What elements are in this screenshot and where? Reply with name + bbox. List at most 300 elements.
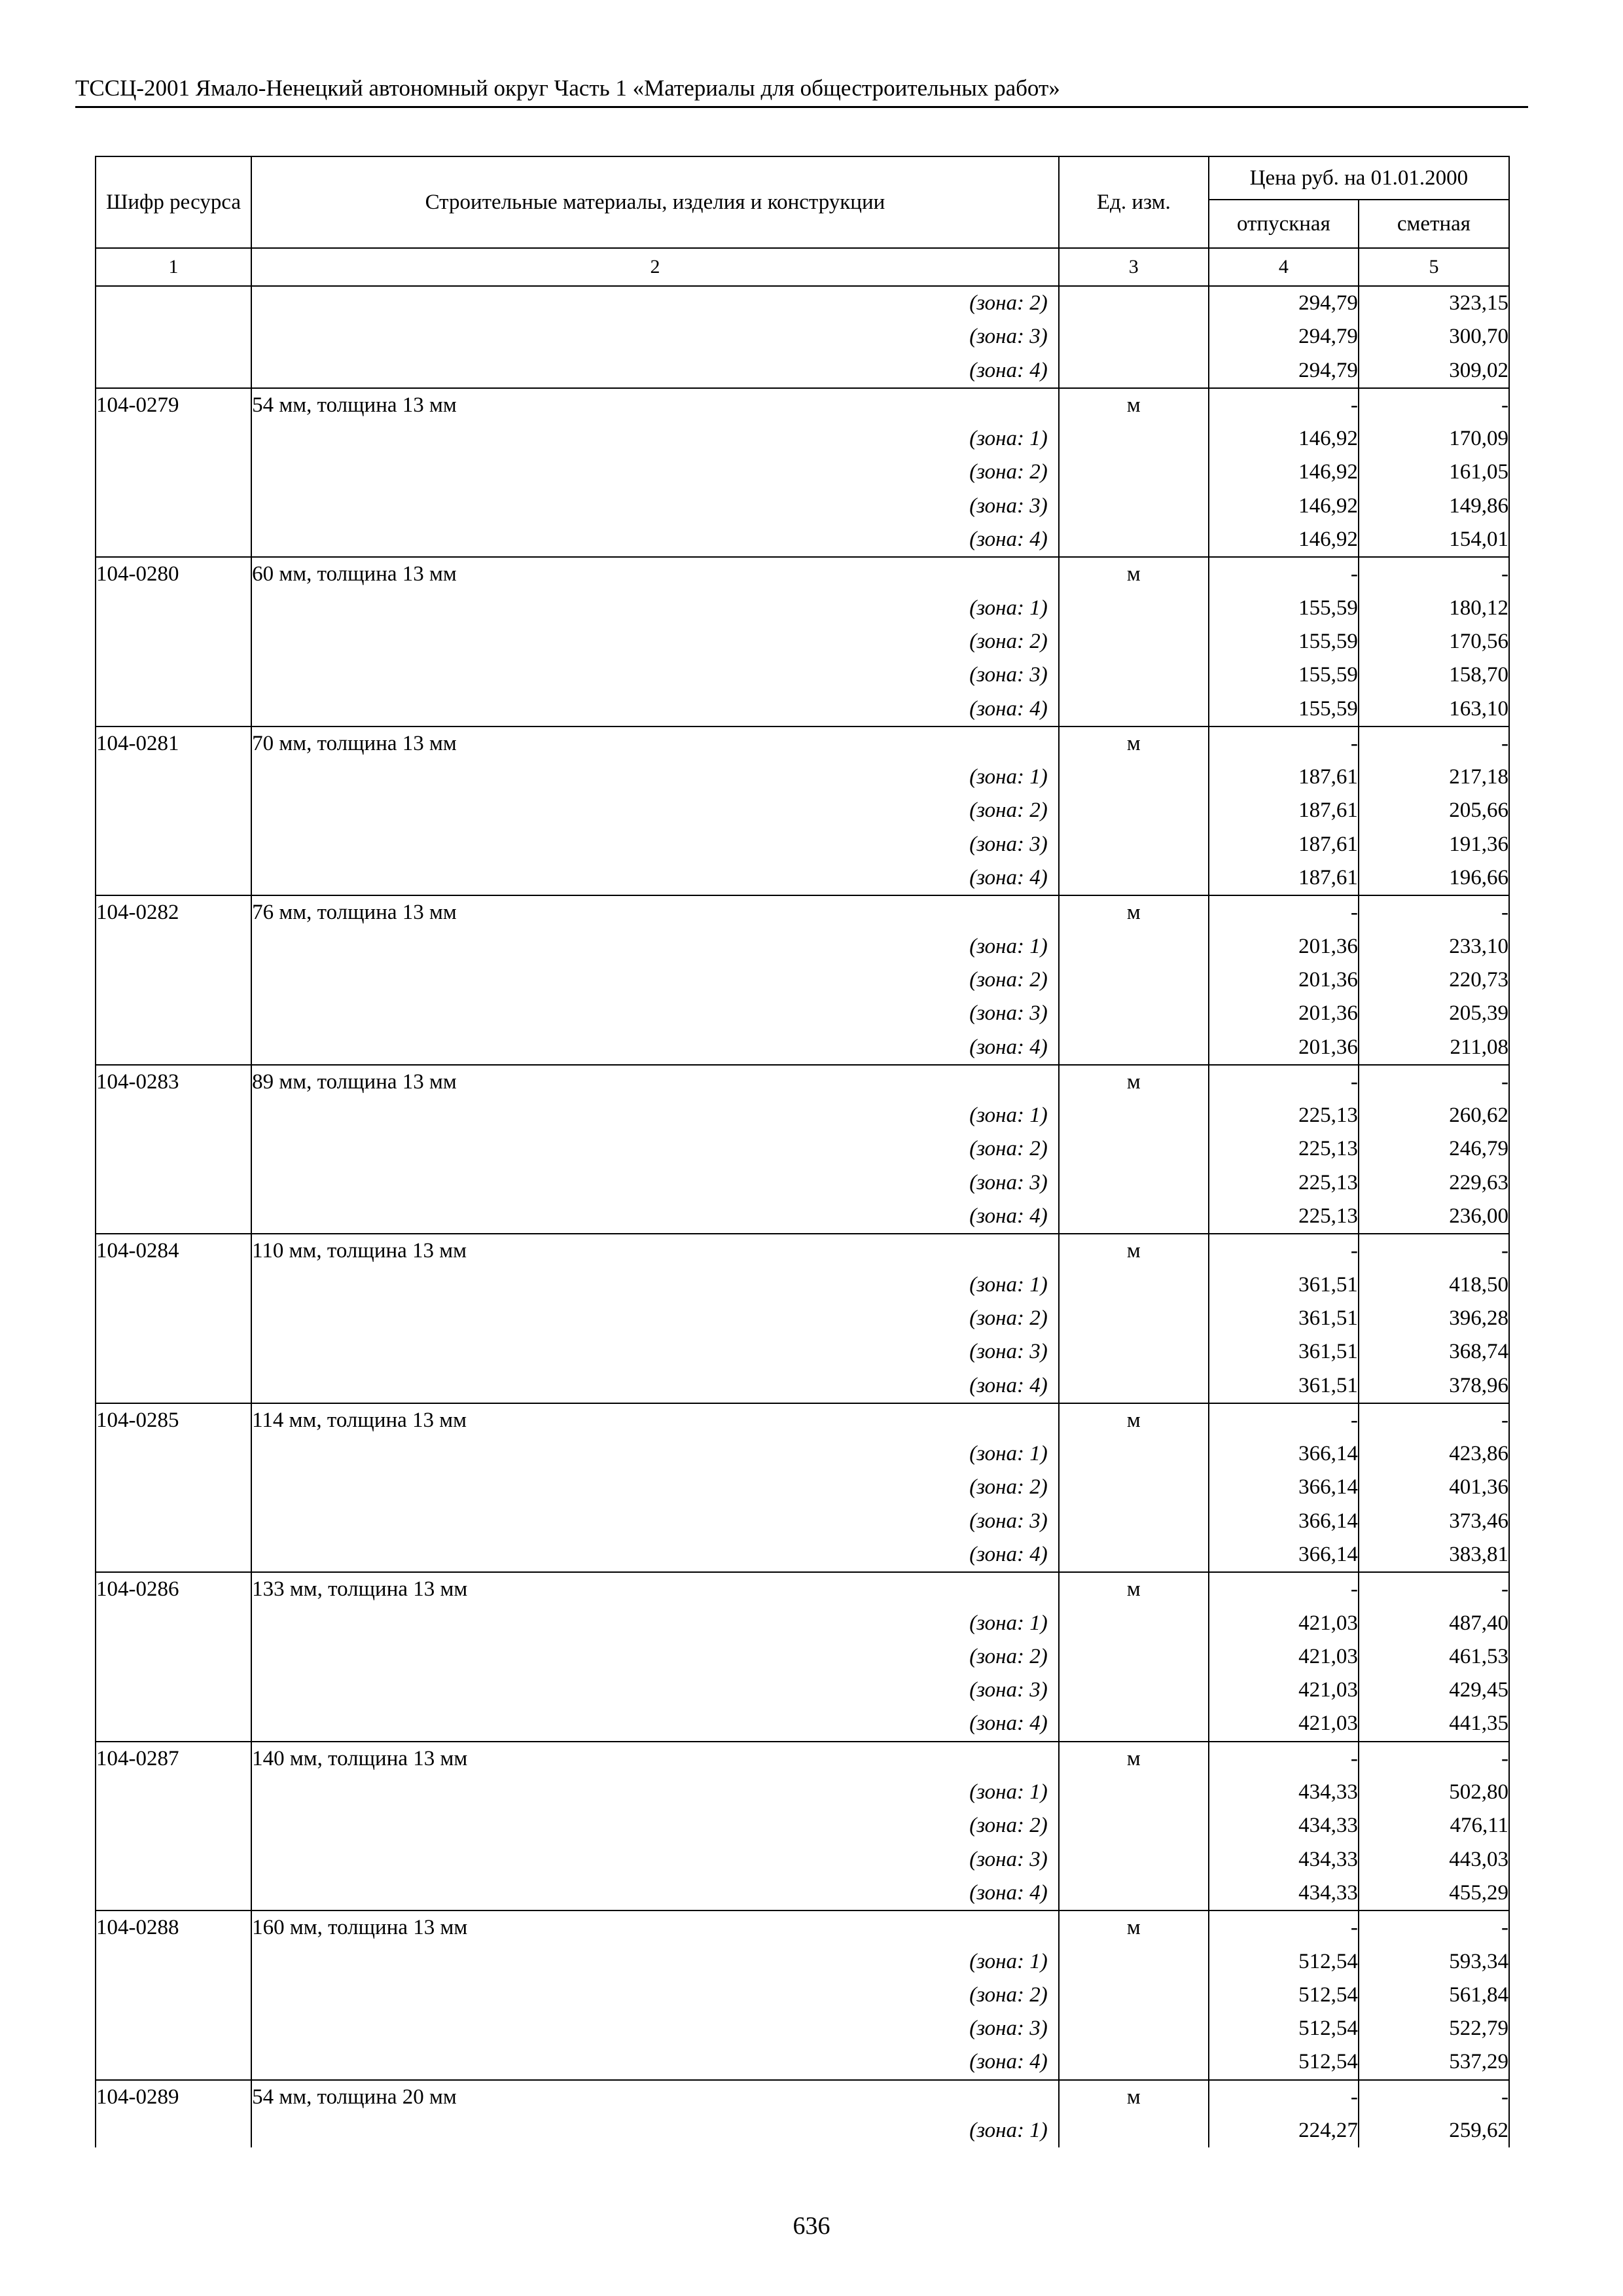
zone-label: (зона: 1) <box>251 592 1059 625</box>
estimate-price: 211,08 <box>1359 1031 1509 1065</box>
unit-cell <box>1059 286 1209 320</box>
resource-code: 104-0286 <box>96 1572 251 1606</box>
estimate-price: 260,62 <box>1359 1099 1509 1132</box>
code-cell <box>96 1166 251 1200</box>
estimate-price: 217,18 <box>1359 761 1509 794</box>
estimate-price: 205,66 <box>1359 794 1509 827</box>
resource-code: 104-0284 <box>96 1234 251 1268</box>
release-price: 225,13 <box>1209 1166 1359 1200</box>
estimate-price: 246,79 <box>1359 1132 1509 1166</box>
unit-cell <box>1059 1166 1209 1200</box>
zone-label: (зона: 4) <box>251 523 1059 557</box>
code-cell <box>96 658 251 692</box>
zone-label: (зона: 3) <box>251 1335 1059 1369</box>
table-row <box>96 726 1509 761</box>
table-row <box>96 1572 1509 1606</box>
code-cell <box>96 1979 251 2012</box>
estimate-price: 522,79 <box>1359 2012 1509 2045</box>
estimate-price: 191,36 <box>1359 828 1509 861</box>
unit-cell <box>1059 1200 1209 1234</box>
zone-label: (зона: 1) <box>251 1607 1059 1640</box>
resource-code: 104-0281 <box>96 726 251 761</box>
unit-cell <box>1059 1809 1209 1842</box>
column-number: 1 <box>96 248 251 286</box>
code-cell <box>96 794 251 827</box>
material-name: 114 мм, толщина 13 мм <box>251 1403 1059 1437</box>
code-cell <box>96 1437 251 1471</box>
release-price: - <box>1209 388 1359 422</box>
code-cell <box>96 1369 251 1403</box>
unit-cell <box>1059 1640 1209 1674</box>
release-price: - <box>1209 2080 1359 2114</box>
code-cell <box>96 692 251 726</box>
table-row <box>96 828 1509 861</box>
material-name: 89 мм, толщина 13 мм <box>251 1065 1059 1099</box>
table-row <box>96 794 1509 827</box>
unit-cell: м <box>1059 1403 1209 1437</box>
estimate-price: 149,86 <box>1359 490 1509 523</box>
table-row <box>96 1776 1509 1809</box>
table-row <box>96 1234 1509 1268</box>
release-price: 187,61 <box>1209 828 1359 861</box>
estimate-price: - <box>1359 1065 1509 1099</box>
estimate-price: 163,10 <box>1359 692 1509 726</box>
code-cell <box>96 354 251 388</box>
release-price: 361,51 <box>1209 1302 1359 1335</box>
estimate-price: 429,45 <box>1359 1674 1509 1707</box>
estimate-price: - <box>1359 1910 1509 1945</box>
zone-label: (зона: 3) <box>251 490 1059 523</box>
unit-cell <box>1059 1505 1209 1538</box>
resource-code: 104-0289 <box>96 2080 251 2114</box>
resource-code: 104-0288 <box>96 1910 251 1945</box>
release-price: - <box>1209 557 1359 591</box>
estimate-price: 401,36 <box>1359 1471 1509 1504</box>
unit-cell <box>1059 658 1209 692</box>
code-cell <box>96 1876 251 1910</box>
release-price: - <box>1209 1065 1359 1099</box>
code-cell <box>96 625 251 658</box>
price-table <box>95 156 1510 2147</box>
table-row <box>96 1268 1509 1302</box>
table-row <box>96 1099 1509 1132</box>
zone-label: (зона: 2) <box>251 286 1059 320</box>
table-row <box>96 1403 1509 1437</box>
zone-label: (зона: 4) <box>251 861 1059 895</box>
code-cell <box>96 861 251 895</box>
code-cell <box>96 1302 251 1335</box>
code-cell <box>96 286 251 320</box>
release-price: 294,79 <box>1209 320 1359 353</box>
release-price: 201,36 <box>1209 1031 1359 1065</box>
table-row <box>96 1979 1509 2012</box>
release-price: 294,79 <box>1209 354 1359 388</box>
code-cell <box>96 1538 251 1572</box>
table-row <box>96 1166 1509 1200</box>
unit-cell <box>1059 422 1209 456</box>
release-price: 512,54 <box>1209 1979 1359 2012</box>
zone-label: (зона: 1) <box>251 422 1059 456</box>
zone-label: (зона: 2) <box>251 1640 1059 1674</box>
estimate-price: 229,63 <box>1359 1166 1509 1200</box>
estimate-price: 383,81 <box>1359 1538 1509 1572</box>
unit-cell <box>1059 1132 1209 1166</box>
table-row <box>96 456 1509 489</box>
release-price: 512,54 <box>1209 2012 1359 2045</box>
release-price: 512,54 <box>1209 1945 1359 1979</box>
table-row <box>96 1437 1509 1471</box>
unit-cell <box>1059 1876 1209 1910</box>
unit-cell <box>1059 456 1209 489</box>
release-price: 421,03 <box>1209 1674 1359 1707</box>
zone-label: (зона: 3) <box>251 1166 1059 1200</box>
code-cell <box>96 2045 251 2079</box>
zone-label: (зона: 1) <box>251 1945 1059 1979</box>
table-row <box>96 2012 1509 2045</box>
release-price: 201,36 <box>1209 963 1359 997</box>
zone-label: (зона: 4) <box>251 1031 1059 1065</box>
estimate-price: - <box>1359 1234 1509 1268</box>
estimate-price: 423,86 <box>1359 1437 1509 1471</box>
code-cell <box>96 828 251 861</box>
table-row <box>96 963 1509 997</box>
estimate-price: 443,03 <box>1359 1843 1509 1876</box>
code-cell <box>96 1335 251 1369</box>
unit-cell: м <box>1059 1065 1209 1099</box>
zone-label: (зона: 4) <box>251 354 1059 388</box>
table-row <box>96 761 1509 794</box>
code-cell <box>96 1132 251 1166</box>
release-price: - <box>1209 1234 1359 1268</box>
zone-label: (зона: 4) <box>251 1369 1059 1403</box>
unit-cell <box>1059 1843 1209 1876</box>
estimate-price: 593,34 <box>1359 1945 1509 1979</box>
release-price: 434,33 <box>1209 1843 1359 1876</box>
unit-cell <box>1059 1538 1209 1572</box>
table-row <box>96 1876 1509 1910</box>
table-row <box>96 1910 1509 1945</box>
unit-cell: м <box>1059 895 1209 929</box>
unit-cell <box>1059 1945 1209 1979</box>
code-cell <box>96 1809 251 1842</box>
table-row <box>96 388 1509 422</box>
code-cell <box>96 592 251 625</box>
material-name: 70 мм, толщина 13 мм <box>251 726 1059 761</box>
estimate-price: 378,96 <box>1359 1369 1509 1403</box>
zone-label: (зона: 2) <box>251 1471 1059 1504</box>
resource-code: 104-0279 <box>96 388 251 422</box>
release-price: 421,03 <box>1209 1707 1359 1741</box>
table-row <box>96 557 1509 591</box>
table-row <box>96 1640 1509 1674</box>
estimate-price: - <box>1359 557 1509 591</box>
estimate-price: - <box>1359 895 1509 929</box>
release-price: - <box>1209 1403 1359 1437</box>
table-row <box>96 1132 1509 1166</box>
unit-cell <box>1059 1776 1209 1809</box>
release-price: 187,61 <box>1209 861 1359 895</box>
release-price: 225,13 <box>1209 1132 1359 1166</box>
zone-label: (зона: 2) <box>251 794 1059 827</box>
estimate-price: 196,66 <box>1359 861 1509 895</box>
zone-label: (зона: 3) <box>251 658 1059 692</box>
code-cell <box>96 1945 251 1979</box>
table-body <box>96 286 1509 2147</box>
unit-cell <box>1059 1031 1209 1065</box>
zone-label: (зона: 3) <box>251 2012 1059 2045</box>
release-price: 155,59 <box>1209 658 1359 692</box>
code-cell <box>96 2012 251 2045</box>
unit-cell <box>1059 761 1209 794</box>
code-cell <box>96 930 251 963</box>
release-price: 434,33 <box>1209 1809 1359 1842</box>
unit-cell <box>1059 1437 1209 1471</box>
estimate-price: 309,02 <box>1359 354 1509 388</box>
release-price: 366,14 <box>1209 1471 1359 1504</box>
estimate-price: 205,39 <box>1359 997 1509 1030</box>
estimate-price: - <box>1359 1572 1509 1606</box>
release-price: 366,14 <box>1209 1538 1359 1572</box>
zone-label: (зона: 1) <box>251 761 1059 794</box>
code-cell <box>96 1707 251 1741</box>
unit-cell <box>1059 490 1209 523</box>
release-price: 434,33 <box>1209 1776 1359 1809</box>
release-price: 146,92 <box>1209 422 1359 456</box>
release-price: 366,14 <box>1209 1437 1359 1471</box>
column-number: 5 <box>1359 248 1509 286</box>
zone-label: (зона: 2) <box>251 456 1059 489</box>
code-cell <box>96 422 251 456</box>
release-price: 421,03 <box>1209 1607 1359 1640</box>
table-row <box>96 1031 1509 1065</box>
header-unit: Ед. изм. <box>1059 156 1209 248</box>
unit-cell: м <box>1059 726 1209 761</box>
unit-cell <box>1059 320 1209 353</box>
code-cell <box>96 1607 251 1640</box>
zone-label: (зона: 2) <box>251 1809 1059 1842</box>
unit-cell <box>1059 963 1209 997</box>
header-code: Шифр ресурса <box>96 156 251 248</box>
table-row <box>96 2045 1509 2079</box>
estimate-price: 502,80 <box>1359 1776 1509 1809</box>
release-price: 361,51 <box>1209 1335 1359 1369</box>
zone-label: (зона: 1) <box>251 1776 1059 1809</box>
unit-cell <box>1059 930 1209 963</box>
code-cell <box>96 1505 251 1538</box>
zone-label: (зона: 4) <box>251 692 1059 726</box>
code-cell <box>96 1776 251 1809</box>
table-row <box>96 1065 1509 1099</box>
estimate-price: - <box>1359 388 1509 422</box>
release-price: 361,51 <box>1209 1268 1359 1302</box>
estimate-price: 161,05 <box>1359 456 1509 489</box>
table-row <box>96 692 1509 726</box>
table-row <box>96 1945 1509 1979</box>
release-price: - <box>1209 1910 1359 1945</box>
table-row <box>96 592 1509 625</box>
unit-cell: м <box>1059 557 1209 591</box>
table-row <box>96 1302 1509 1335</box>
zone-label: (зона: 4) <box>251 1707 1059 1741</box>
zone-label: (зона: 3) <box>251 997 1059 1030</box>
zone-label: (зона: 4) <box>251 1538 1059 1572</box>
code-cell <box>96 1471 251 1504</box>
unit-cell: м <box>1059 1742 1209 1776</box>
header-estimate-price: сметная <box>1359 200 1509 248</box>
code-cell <box>96 1031 251 1065</box>
zone-label: (зона: 3) <box>251 1674 1059 1707</box>
unit-cell <box>1059 1607 1209 1640</box>
release-price: 434,33 <box>1209 1876 1359 1910</box>
unit-cell <box>1059 794 1209 827</box>
estimate-price: 154,01 <box>1359 523 1509 557</box>
zone-label: (зона: 4) <box>251 2045 1059 2079</box>
running-header: ТССЦ-2001 Ямало-Ненецкий автономный округ Часть 1 «Материалы для общестроительных работ» <box>75 73 1528 108</box>
material-name: 54 мм, толщина 13 мм <box>251 388 1059 422</box>
zone-label: (зона: 1) <box>251 1437 1059 1471</box>
table-row <box>96 1707 1509 1741</box>
release-price: 146,92 <box>1209 456 1359 489</box>
unit-cell: м <box>1059 1910 1209 1945</box>
release-price: - <box>1209 1742 1359 1776</box>
release-price: 146,92 <box>1209 523 1359 557</box>
estimate-price: 233,10 <box>1359 930 1509 963</box>
release-price: 366,14 <box>1209 1505 1359 1538</box>
estimate-price: - <box>1359 1403 1509 1437</box>
column-number: 4 <box>1209 248 1359 286</box>
code-cell <box>96 523 251 557</box>
estimate-price: 441,35 <box>1359 1707 1509 1741</box>
unit-cell <box>1059 1471 1209 1504</box>
release-price: 187,61 <box>1209 794 1359 827</box>
unit-cell <box>1059 1369 1209 1403</box>
unit-cell <box>1059 354 1209 388</box>
table-row <box>96 658 1509 692</box>
release-price: 294,79 <box>1209 286 1359 320</box>
release-price: 421,03 <box>1209 1640 1359 1674</box>
estimate-price: 323,15 <box>1359 286 1509 320</box>
table-row <box>96 625 1509 658</box>
estimate-price: - <box>1359 1742 1509 1776</box>
zone-label: (зона: 1) <box>251 2114 1059 2147</box>
release-price: - <box>1209 726 1359 761</box>
unit-cell: м <box>1059 2080 1209 2114</box>
header-release-price: отпускная <box>1209 200 1359 248</box>
table-row <box>96 1607 1509 1640</box>
zone-label: (зона: 1) <box>251 1268 1059 1302</box>
unit-cell <box>1059 861 1209 895</box>
estimate-price: 170,09 <box>1359 422 1509 456</box>
zone-label: (зона: 4) <box>251 1200 1059 1234</box>
unit-cell <box>1059 1674 1209 1707</box>
header-price-group: Цена руб. на 01.01.2000 <box>1209 156 1509 200</box>
code-cell <box>96 1200 251 1234</box>
zone-label: (зона: 2) <box>251 625 1059 658</box>
zone-label: (зона: 1) <box>251 1099 1059 1132</box>
material-name: 160 мм, толщина 13 мм <box>251 1910 1059 1945</box>
table-row <box>96 354 1509 388</box>
unit-cell <box>1059 1707 1209 1741</box>
table-row <box>96 523 1509 557</box>
estimate-price: 561,84 <box>1359 1979 1509 2012</box>
unit-cell <box>1059 2114 1209 2147</box>
estimate-price: 396,28 <box>1359 1302 1509 1335</box>
unit-cell <box>1059 1099 1209 1132</box>
table-row <box>96 861 1509 895</box>
column-number: 3 <box>1059 248 1209 286</box>
material-name: 133 мм, толщина 13 мм <box>251 1572 1059 1606</box>
table-row <box>96 1742 1509 1776</box>
zone-label: (зона: 3) <box>251 828 1059 861</box>
code-cell <box>96 1099 251 1132</box>
estimate-price: 373,46 <box>1359 1505 1509 1538</box>
estimate-price: 476,11 <box>1359 1809 1509 1842</box>
release-price: 146,92 <box>1209 490 1359 523</box>
code-cell <box>96 761 251 794</box>
estimate-price: 180,12 <box>1359 592 1509 625</box>
table-row <box>96 997 1509 1030</box>
release-price: 361,51 <box>1209 1369 1359 1403</box>
table-row <box>96 1809 1509 1842</box>
code-cell <box>96 456 251 489</box>
unit-cell <box>1059 1302 1209 1335</box>
estimate-price: 487,40 <box>1359 1607 1509 1640</box>
unit-cell <box>1059 1335 1209 1369</box>
release-price: 155,59 <box>1209 692 1359 726</box>
table-row <box>96 1505 1509 1538</box>
release-price: 224,27 <box>1209 2114 1359 2147</box>
header-name: Строительные материалы, изделия и конструкции <box>251 156 1059 248</box>
estimate-price: 461,53 <box>1359 1640 1509 1674</box>
estimate-price: 368,74 <box>1359 1335 1509 1369</box>
material-name: 110 мм, толщина 13 мм <box>251 1234 1059 1268</box>
resource-code: 104-0287 <box>96 1742 251 1776</box>
table-row <box>96 1369 1509 1403</box>
code-cell <box>96 1268 251 1302</box>
unit-cell <box>1059 692 1209 726</box>
unit-cell <box>1059 625 1209 658</box>
table-row <box>96 930 1509 963</box>
estimate-price: - <box>1359 726 1509 761</box>
material-name: 76 мм, толщина 13 мм <box>251 895 1059 929</box>
unit-cell <box>1059 828 1209 861</box>
estimate-price: 170,56 <box>1359 625 1509 658</box>
table-row <box>96 1200 1509 1234</box>
estimate-price: 259,62 <box>1359 2114 1509 2147</box>
material-name: 140 мм, толщина 13 мм <box>251 1742 1059 1776</box>
code-cell <box>96 1640 251 1674</box>
estimate-price: 537,29 <box>1359 2045 1509 2079</box>
table-row <box>96 1335 1509 1369</box>
estimate-price: - <box>1359 2080 1509 2114</box>
code-cell <box>96 1674 251 1707</box>
code-cell <box>96 320 251 353</box>
table-row <box>96 895 1509 929</box>
zone-label: (зона: 3) <box>251 1505 1059 1538</box>
table-row <box>96 320 1509 353</box>
table-row <box>96 2080 1509 2114</box>
code-cell <box>96 2114 251 2147</box>
code-cell <box>96 1843 251 1876</box>
table-row <box>96 286 1509 320</box>
table-row <box>96 1674 1509 1707</box>
zone-label: (зона: 2) <box>251 963 1059 997</box>
column-number: 2 <box>251 248 1059 286</box>
release-price: 225,13 <box>1209 1200 1359 1234</box>
unit-cell <box>1059 1268 1209 1302</box>
zone-label: (зона: 2) <box>251 1302 1059 1335</box>
unit-cell <box>1059 997 1209 1030</box>
